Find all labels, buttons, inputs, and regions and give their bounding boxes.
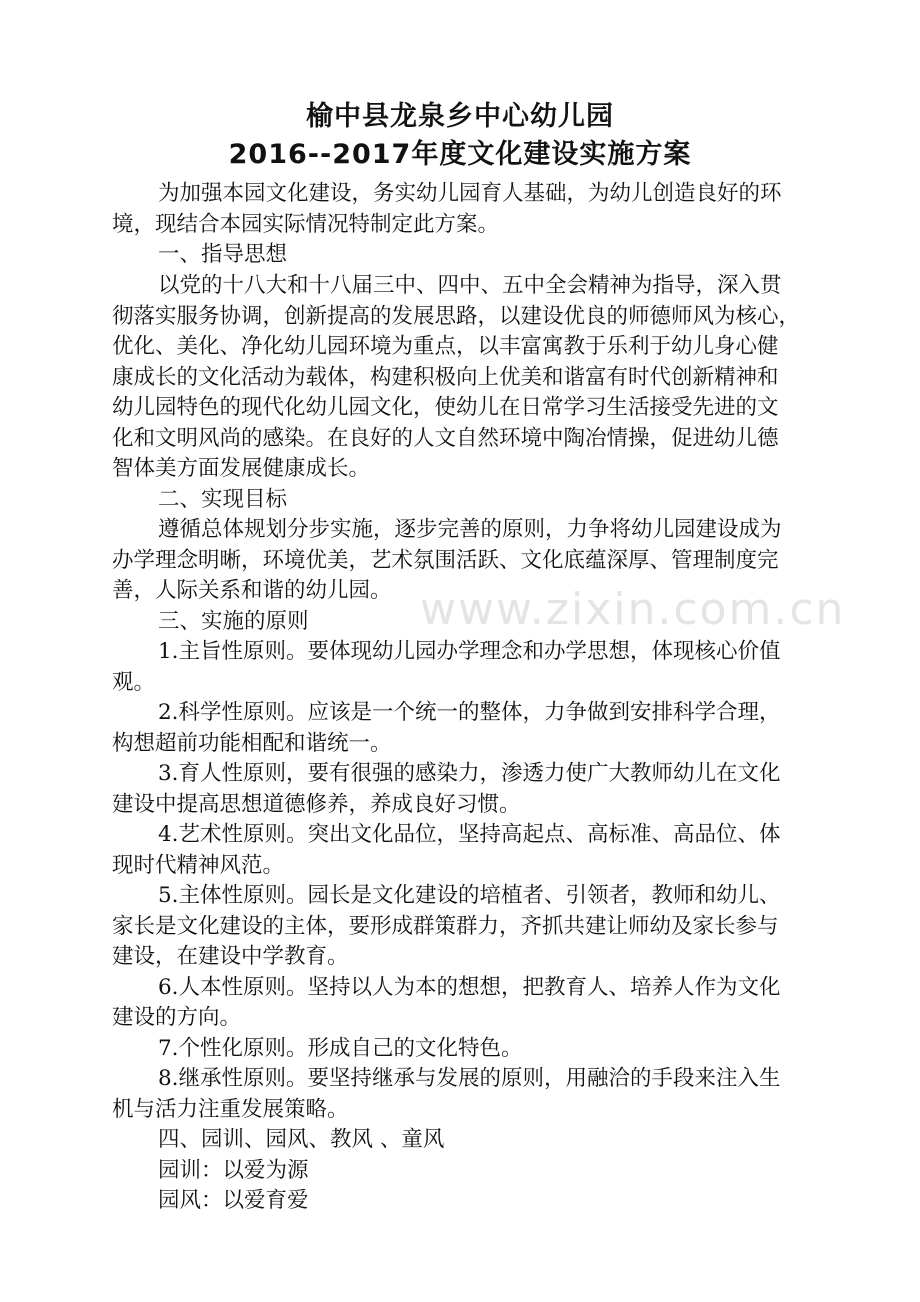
document-title-line-1: 榆中县龙泉乡中心幼儿园	[306, 101, 614, 132]
list-item-continuation: 建设，在建设中学教育。	[112, 944, 349, 969]
watermark: www.zixin.com.cn	[420, 584, 846, 635]
paragraph-line: 康成长的文化活动为载体，构建积极向上优美和谐富有时代创新精神和	[112, 365, 779, 390]
list-item: 7.个性化原则。形成自己的文化特色。	[158, 1036, 523, 1061]
paragraph-line: 幼儿园特色的现代化幼儿园文化，使幼儿在日常学习生活接受先进的文	[112, 395, 779, 420]
list-item: 6.人本性原则。坚持以人为本的想想，把教育人、培养人作为文化	[158, 975, 781, 1000]
paragraph-line: 善，人际关系和谐的幼儿园。	[112, 578, 392, 603]
list-item-continuation: 构想超前功能相配和谐统一。	[112, 731, 392, 756]
paragraph-line: 优化、美化、净化幼儿园环境为重点，以丰富寓教于乐利于幼儿身心健	[112, 334, 779, 359]
list-item: 1.主旨性原则。要体现幼儿园办学理念和办学思想，体现核心价值	[158, 639, 781, 664]
list-item-continuation: 机与活力注重发展策略。	[112, 1097, 349, 1122]
list-item-continuation: 现时代精神风范。	[112, 853, 285, 878]
intro-line: 境，现结合本园实际情况特制定此方案。	[112, 212, 500, 237]
paragraph-line: 办学理念明晰，环境优美，艺术氛围活跃、文化底蕴深厚、管理制度完	[112, 548, 779, 573]
section-heading: 四、园训、园风、教风 、童风	[158, 1127, 445, 1152]
list-item: 3.育人性原则，要有很强的感染力，渗透力使广大教师幼儿在文化	[158, 761, 781, 786]
document-title-line-2: 2016--2017年度文化建设实施方案	[228, 139, 692, 170]
section-heading: 一、指导思想	[158, 242, 288, 267]
paragraph-line: 彻落实服务协调，创新提高的发展思路，以建设优良的师德师风为核心，	[112, 304, 801, 329]
motto-line: 园训：以爱为源	[158, 1158, 309, 1183]
paragraph-line: 遵循总体规划分步实施，逐步完善的原则，力争将幼儿园建设成为	[158, 517, 782, 542]
motto-line: 园风：以爱育爱	[158, 1188, 309, 1213]
section-heading: 三、实施的原则	[158, 609, 309, 634]
list-item: 4.艺术性原则。突出文化品位，坚持高起点、高标准、高品位、体	[158, 822, 781, 847]
intro-line: 为加强本园文化建设，务实幼儿园育人基础，为幼儿创造良好的环	[158, 181, 782, 206]
list-item-continuation: 家长是文化建设的主体，要形成群策群力，齐抓共建让师幼及家长参与	[112, 914, 779, 939]
paragraph-line: 智体美方面发展健康成长。	[112, 456, 371, 481]
list-item: 5.主体性原则。园长是文化建设的培植者、引领者，教师和幼儿、	[158, 883, 781, 908]
section-heading: 二、实现目标	[158, 487, 288, 512]
list-item: 8.继承性原则。要坚持继承与发展的原则，用融洽的手段来注入生	[158, 1066, 781, 1091]
list-item: 2.科学性原则。应该是一个统一的整体，力争做到安排科学合理，	[158, 700, 781, 725]
list-item-continuation: 建设的方向。	[112, 1005, 242, 1030]
list-item-continuation: 建设中提高思想道德修养，养成良好习惯。	[112, 792, 521, 817]
paragraph-line: 以党的十八大和十八届三中、四中、五中全会精神为指导，深入贯	[158, 273, 782, 298]
paragraph-line: 化和文明风尚的感染。在良好的人文自然环境中陶冶情操，促进幼儿德	[112, 426, 779, 451]
list-item-continuation: 观。	[112, 670, 156, 695]
